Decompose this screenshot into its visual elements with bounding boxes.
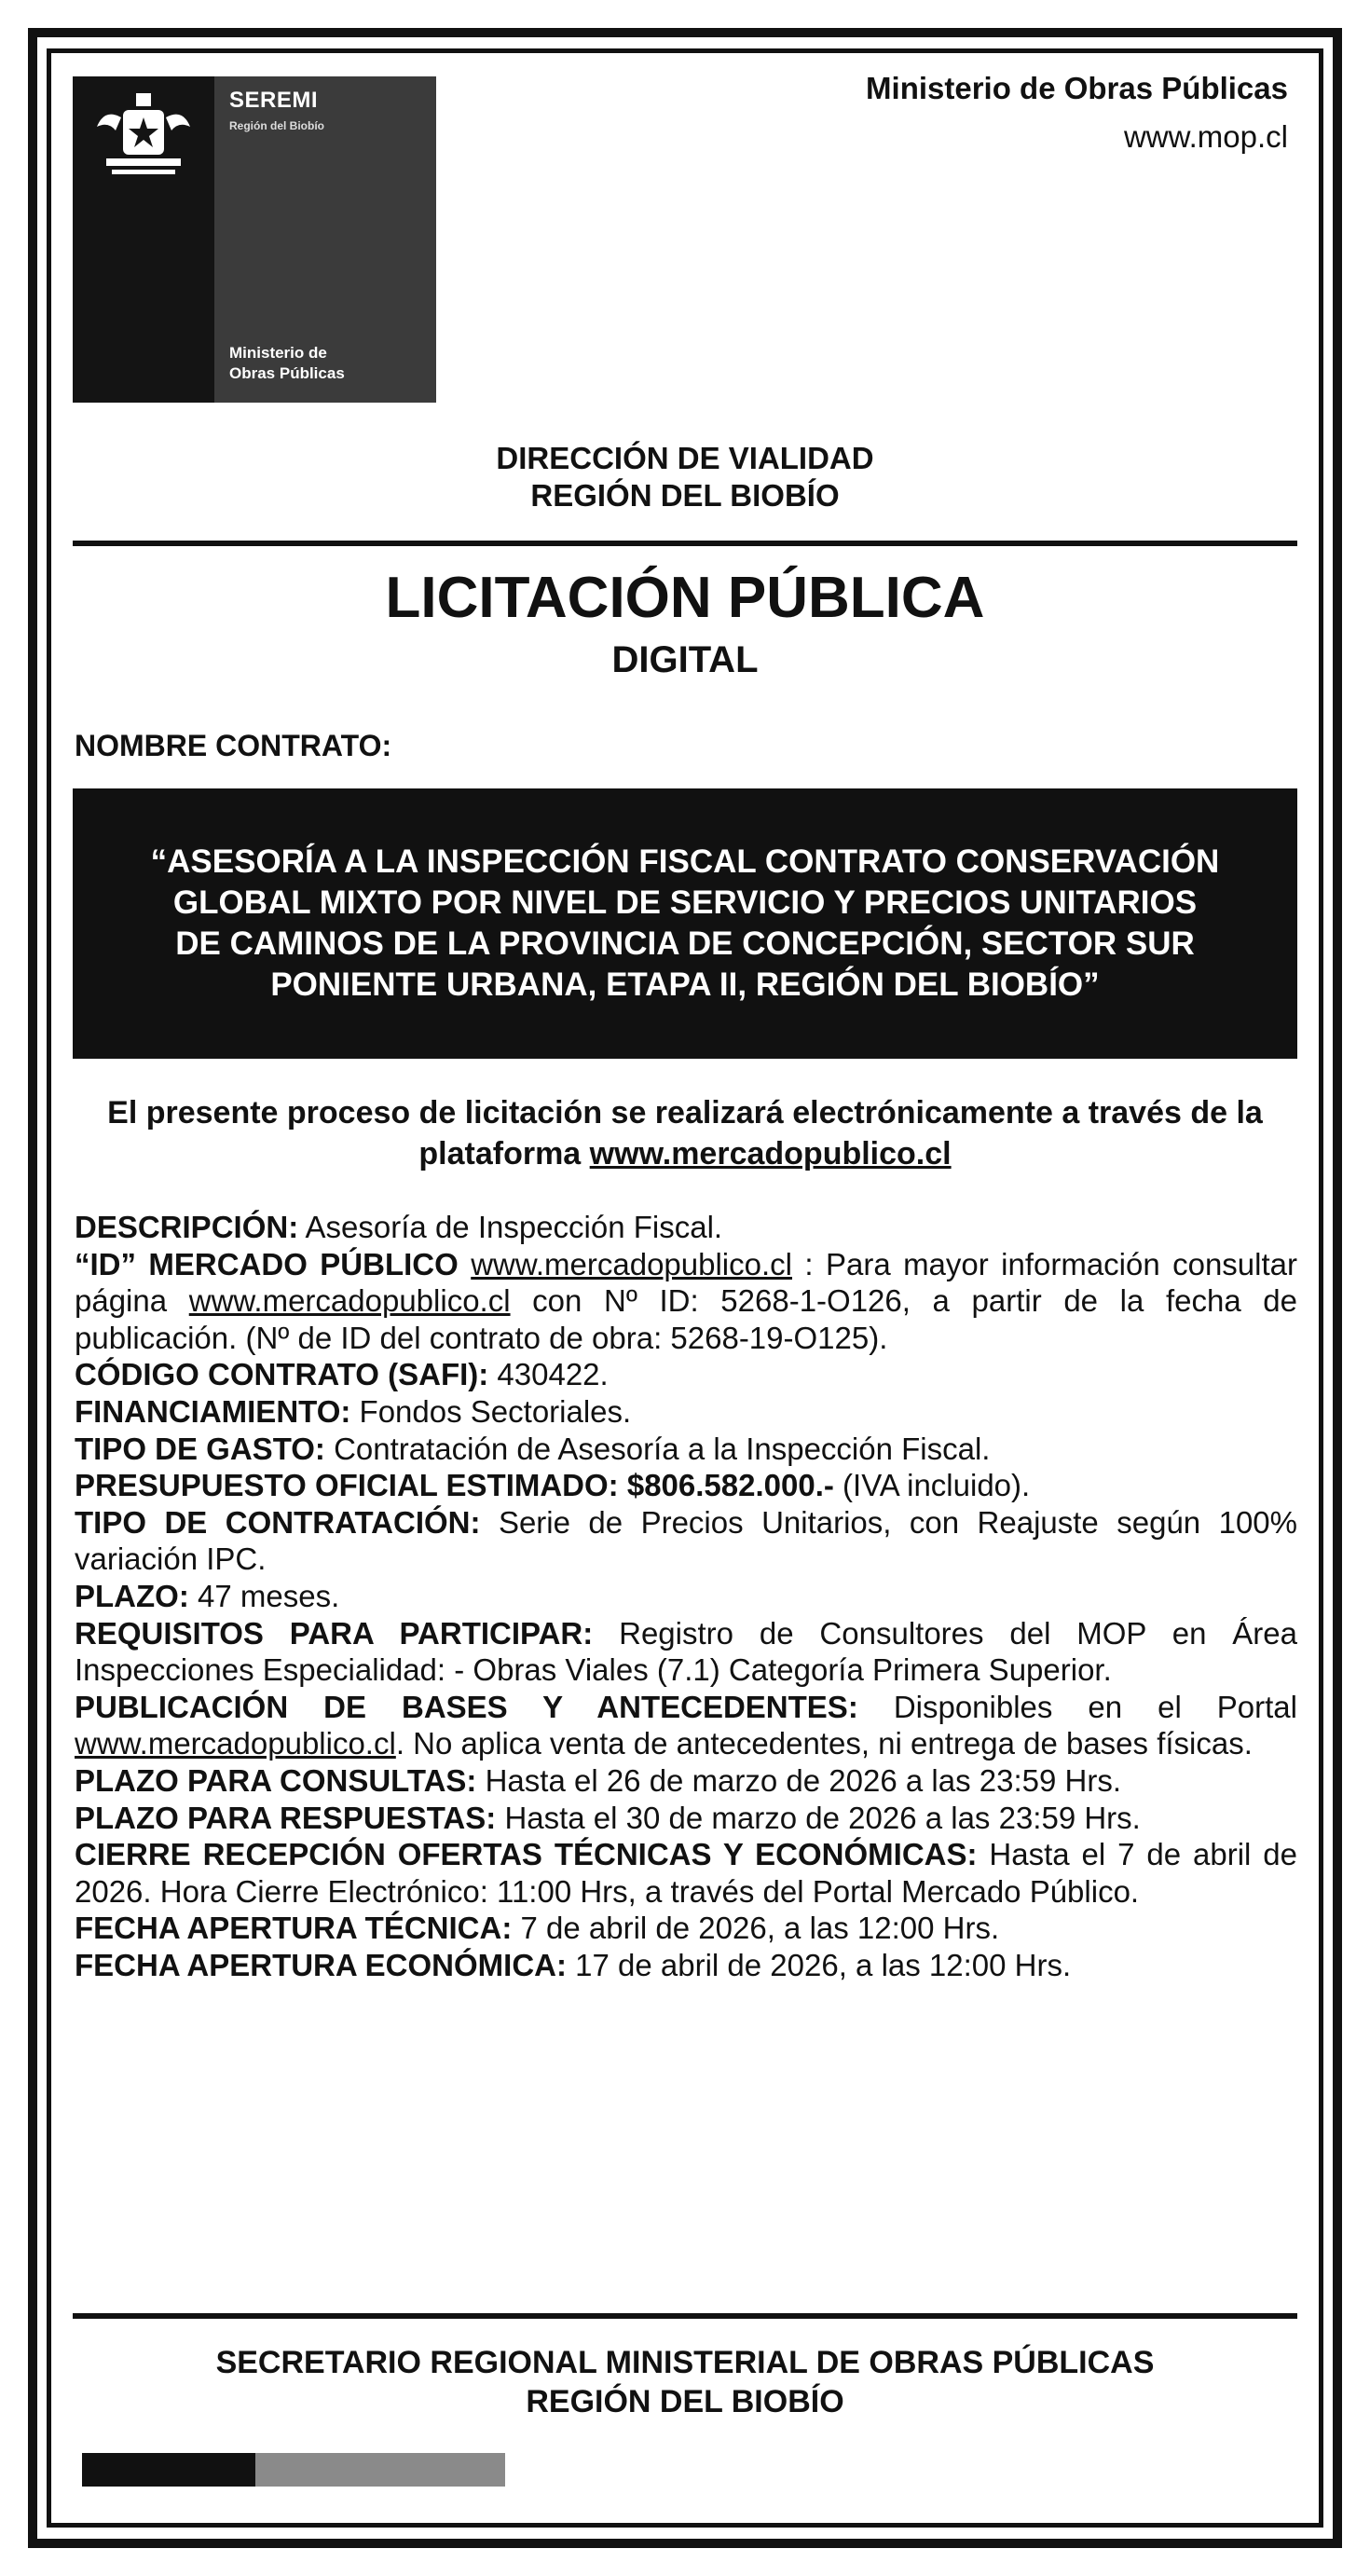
detail-id: [75, 1246, 1297, 1357]
ministry-name: Ministerio de Obras Públicas: [866, 71, 1288, 105]
seremi-logo: [73, 76, 436, 403]
coat-of-arms-icon: [88, 89, 199, 183]
tender-title: LICITACIÓN PÚBLICA: [385, 566, 985, 630]
detail-value: : Para mayor información consultar página: [75, 1246, 1298, 1319]
divider-bottom: [73, 2313, 1297, 2319]
detail-codigo: [75, 1356, 1297, 1393]
logo-text-panel: [214, 76, 436, 403]
detail-label: PUBLICACIÓN DE BASES Y ANTECEDENTES:: [75, 1689, 858, 1724]
logo-region: Región del Biobío: [229, 119, 324, 132]
detail-label: FINANCIAMIENTO:: [75, 1393, 351, 1429]
mercadopublico-link[interactable]: www.mercadopublico.cl: [471, 1246, 792, 1281]
intro-paragraph: [73, 1092, 1297, 1174]
detail-label: PRESUPUESTO OFICIAL ESTIMADO:: [75, 1468, 619, 1503]
mercadopublico-link[interactable]: www.mercadopublico.cl: [75, 1726, 396, 1761]
detail-label: PLAZO:: [75, 1578, 189, 1613]
contract-name: “ASESORÍA A LA INSPECCIÓN FISCAL CONTRATO CONSERVACIÓN GLOBAL MIXTO POR NIVEL DE SERVICIO Y PRECIOS UNITARIOS DE CAMINOS DE LA PROVINCIA DE CONCEPCIÓN, SECTOR SUR PONIENTE URBANA, ETAPA II, REGIÓN DEL BIOBÍO”: [150, 843, 1220, 1003]
divider-top: [73, 541, 1297, 546]
detail-descripcion: [75, 1209, 1297, 1246]
signature-line2: REGIÓN DEL BIOBÍO: [526, 2384, 844, 2419]
detail-value: Asesoría de Inspección Fiscal.: [305, 1210, 723, 1244]
detail-amount: $806.582.000.-: [626, 1468, 834, 1503]
detail-value: Registro de Consultores del MOP en Área Inspecciones Especialidad: - Obras Viales (7.1) Categoría Primera Superior.: [75, 1615, 1297, 1688]
detail-plazo: [75, 1578, 1297, 1615]
detail-presupuesto: [75, 1467, 1297, 1504]
detail-label: PLAZO PARA CONSULTAS:: [75, 1762, 477, 1798]
detail-value: Hasta el 7 de abril de 2026. Hora Cierre Electrónico: 11:00 Hrs, a través del Portal Mercado Público.: [75, 1837, 1298, 1909]
detail-label: FECHA APERTURA ECONÓMICA:: [75, 1947, 567, 1982]
detail-value: Serie de Precios Unitarios, con Reajuste según 100% variación IPC.: [75, 1504, 1297, 1577]
detail-value: 430422.: [497, 1357, 609, 1392]
direction-line1: DIRECCIÓN DE VIALIDAD: [496, 441, 874, 475]
footer-bar-dark: [82, 2453, 255, 2487]
logo-ministry-line1: Ministerio de: [229, 344, 327, 362]
logo-ministry: [229, 343, 416, 384]
detail-value: (IVA incluido).: [843, 1468, 1031, 1503]
logo-seremi: SEREMI: [229, 88, 319, 113]
detail-requisitos: [75, 1615, 1297, 1689]
detail-label: FECHA APERTURA TÉCNICA:: [75, 1911, 513, 1946]
detail-value: Fondos Sectoriales.: [359, 1393, 632, 1429]
detail-value: Hasta el 30 de marzo de 2026 a las 23:59 Hrs.: [504, 1800, 1141, 1835]
detail-label: CIERRE RECEPCIÓN OFERTAS TÉCNICAS Y ECONÓMICAS:: [75, 1837, 978, 1872]
logo-ministry-line2: Obras Públicas: [229, 364, 345, 382]
detail-value: 47 meses.: [198, 1578, 340, 1613]
ministry-website: www.mop.cl: [1123, 119, 1288, 154]
detail-label: TIPO DE CONTRATACIÓN:: [75, 1504, 481, 1540]
direction-heading: [73, 440, 1297, 514]
detail-tipo-gasto: [75, 1431, 1297, 1468]
detail-apertura-economica: [75, 1947, 1297, 1984]
contract-name-box: [73, 788, 1297, 1059]
detail-value: con Nº ID: 5268-1-O126, a partir de la fecha de publicación. (Nº de ID del contrato de obra: 5268-19-O125).: [75, 1283, 1298, 1355]
signature-block: [73, 2343, 1297, 2421]
detail-label: DESCRIPCIÓN:: [75, 1210, 299, 1244]
detail-label: CÓDIGO CONTRATO (SAFI):: [75, 1357, 489, 1392]
detail-tipo-contratacion: [75, 1504, 1297, 1578]
detail-label: PLAZO PARA RESPUESTAS:: [75, 1800, 497, 1835]
detail-respuestas: [75, 1800, 1297, 1837]
detail-value: . No aplica venta de antecedentes, ni entrega de bases físicas.: [395, 1726, 1253, 1761]
footer-bar-grey: [255, 2453, 505, 2487]
detail-cierre: [75, 1836, 1297, 1910]
detail-value: 7 de abril de 2026, a las 12:00 Hrs.: [520, 1911, 1000, 1946]
detail-label: TIPO DE GASTO:: [75, 1431, 325, 1466]
logo-seal-panel: [73, 76, 214, 403]
contract-label: NOMBRE CONTRATO:: [75, 729, 392, 762]
detail-consultas: [75, 1762, 1297, 1800]
detail-apertura-tecnica: [75, 1910, 1297, 1947]
mercadopublico-link[interactable]: www.mercadopublico.cl: [188, 1283, 511, 1319]
detail-label: REQUISITOS PARA PARTICIPAR:: [75, 1615, 594, 1651]
detail-value: Contratación de Asesoría a la Inspección Fiscal.: [334, 1431, 991, 1466]
detail-financiamiento: [75, 1393, 1297, 1431]
tender-details: [75, 1209, 1297, 1983]
detail-value: Disponibles en el Portal: [893, 1689, 1297, 1724]
signature-line1: SECRETARIO REGIONAL MINISTERIAL DE OBRAS PÚBLICAS: [215, 2345, 1155, 2380]
detail-value: 17 de abril de 2026, a las 12:00 Hrs.: [575, 1947, 1072, 1982]
tender-subtitle: DIGITAL: [611, 639, 759, 680]
direction-line2: REGIÓN DEL BIOBÍO: [530, 478, 840, 513]
intro-text: El presente proceso de licitación se realizará electrónicamente a través de la plataforma: [107, 1095, 1263, 1172]
detail-publicacion: [75, 1689, 1297, 1762]
intro-link[interactable]: www.mercadopublico.cl: [589, 1136, 952, 1172]
detail-value: Hasta el 26 de marzo de 2026 a las 23:59 Hrs.: [485, 1762, 1121, 1798]
detail-label: “ID” MERCADO PÚBLICO: [75, 1246, 459, 1281]
